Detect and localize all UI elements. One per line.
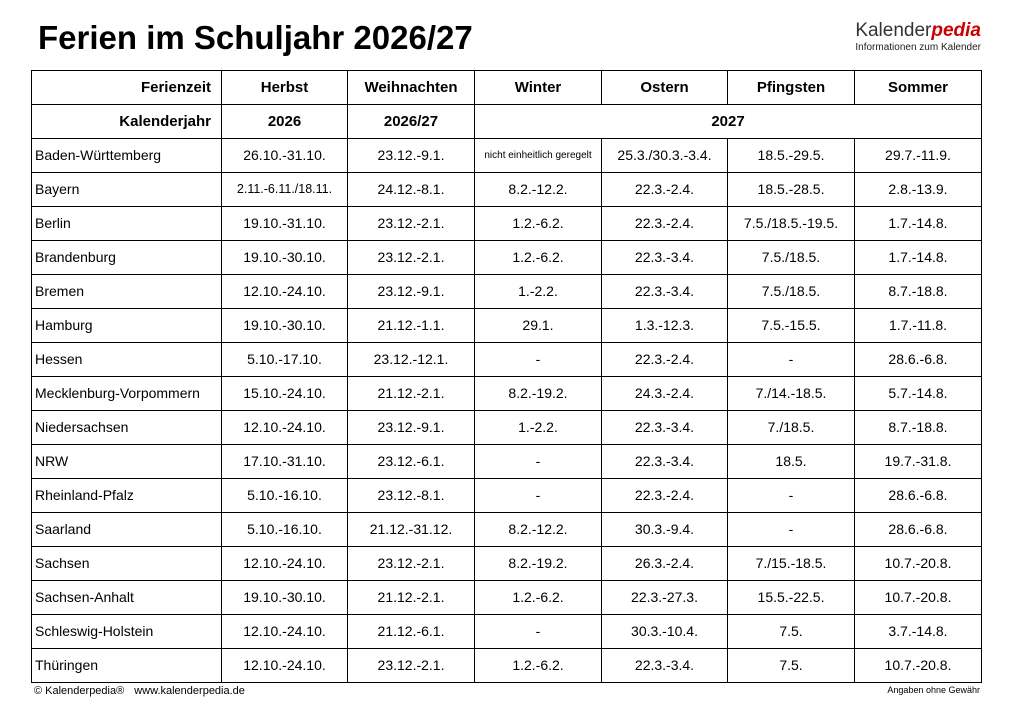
state-name: Schleswig-Holstein [32,615,222,649]
footer-url-link[interactable]: www.kalenderpedia.de [134,685,245,697]
cell-sommer: 19.7.-31.8. [855,445,982,479]
cell-winter: 8.2.-12.2. [475,173,602,207]
cell-pfingsten: 7.5./18.5.-19.5. [728,207,855,241]
cell-ostern: 30.3.-10.4. [602,615,728,649]
header-label-kalenderjahr: Kalenderjahr [32,105,222,139]
cell-sommer: 28.6.-6.8. [855,479,982,513]
cell-ostern: 22.3.-27.3. [602,581,728,615]
cell-herbst: 12.10.-24.10. [222,411,348,445]
table-row [32,343,982,377]
cell-herbst: 12.10.-24.10. [222,547,348,581]
cell-weihnachten: 24.12.-8.1. [348,173,475,207]
cell-pfingsten: 7.5./18.5. [728,275,855,309]
cell-winter: 8.2.-19.2. [475,377,602,411]
table-row [32,411,982,445]
cell-pfingsten: 7.5./18.5. [728,241,855,275]
state-name: Bayern [32,173,222,207]
table-row [32,445,982,479]
cell-ostern: 22.3.-3.4. [602,241,728,275]
year-header-2026-27: 2026/27 [348,105,475,139]
cell-sommer: 1.7.-14.8. [855,207,982,241]
table-row [32,377,982,411]
cell-winter: - [475,615,602,649]
cell-herbst: 17.10.-31.10. [222,445,348,479]
cell-winter: 8.2.-12.2. [475,513,602,547]
cell-herbst: 15.10.-24.10. [222,377,348,411]
cell-sommer: 1.7.-14.8. [855,241,982,275]
year-header-2027: 2027 [475,105,982,139]
cell-winter: 8.2.-19.2. [475,547,602,581]
cell-weihnachten: 23.12.-12.1. [348,343,475,377]
cell-winter: - [475,479,602,513]
table-row [32,139,982,173]
column-header-winter: Winter [475,71,602,105]
cell-sommer: 2.8.-13.9. [855,173,982,207]
cell-pfingsten: - [728,479,855,513]
cell-sommer: 29.7.-11.9. [855,139,982,173]
cell-herbst: 12.10.-24.10. [222,649,348,683]
table-row [32,615,982,649]
cell-weihnachten: 21.12.-1.1. [348,309,475,343]
table-row [32,173,982,207]
table-row [32,275,982,309]
cell-weihnachten: 23.12.-6.1. [348,445,475,479]
cell-winter: 1.2.-6.2. [475,207,602,241]
cell-ostern: 22.3.-2.4. [602,479,728,513]
state-name: Hessen [32,343,222,377]
cell-pfingsten: 15.5.-22.5. [728,581,855,615]
header-row-ferienzeit [32,71,982,105]
cell-pfingsten: 18.5.-29.5. [728,139,855,173]
state-name: Rheinland-Pfalz [32,479,222,513]
cell-sommer: 10.7.-20.8. [855,581,982,615]
cell-herbst: 5.10.-16.10. [222,513,348,547]
cell-weihnachten: 23.12.-9.1. [348,139,475,173]
cell-herbst: 19.10.-30.10. [222,581,348,615]
cell-ostern: 30.3.-9.4. [602,513,728,547]
cell-weihnachten: 23.12.-2.1. [348,547,475,581]
year-header-2026: 2026 [222,105,348,139]
cell-sommer: 8.7.-18.8. [855,275,982,309]
cell-ostern: 22.3.-3.4. [602,445,728,479]
cell-pfingsten: 7.5. [728,649,855,683]
cell-herbst: 12.10.-24.10. [222,275,348,309]
cell-winter: 1.-2.2. [475,411,602,445]
table-row [32,513,982,547]
cell-sommer: 28.6.-6.8. [855,343,982,377]
holiday-table [31,70,982,683]
cell-ostern: 22.3.-2.4. [602,173,728,207]
cell-weihnachten: 23.12.-8.1. [348,479,475,513]
kalenderpedia-logo[interactable] [836,20,981,54]
cell-pfingsten: 18.5.-28.5. [728,173,855,207]
cell-winter: 29.1. [475,309,602,343]
cell-ostern: 1.3.-12.3. [602,309,728,343]
cell-weihnachten: 23.12.-2.1. [348,649,475,683]
cell-pfingsten: 7./18.5. [728,411,855,445]
table-row [32,581,982,615]
state-name: Thüringen [32,649,222,683]
cell-pfingsten: 7.5. [728,615,855,649]
cell-weihnachten: 21.12.-6.1. [348,615,475,649]
table-row [32,479,982,513]
state-name: Baden-Württemberg [32,139,222,173]
state-name: Brandenburg [32,241,222,275]
cell-weihnachten: 21.12.-2.1. [348,377,475,411]
state-name: Hamburg [32,309,222,343]
cell-winter: 1.2.-6.2. [475,581,602,615]
logo-part-1: Kalender [855,20,932,41]
state-name: Niedersachsen [32,411,222,445]
cell-herbst: 5.10.-17.10. [222,343,348,377]
cell-pfingsten: 7.5.-15.5. [728,309,855,343]
cell-weihnachten: 21.12.-31.12. [348,513,475,547]
cell-weihnachten: 23.12.-9.1. [348,275,475,309]
cell-sommer: 1.7.-11.8. [855,309,982,343]
cell-weihnachten: 23.12.-2.1. [348,241,475,275]
cell-pfingsten: 7./15.-18.5. [728,547,855,581]
cell-ostern: 22.3.-3.4. [602,649,728,683]
table-row [32,309,982,343]
footer-credits [34,684,245,698]
cell-ostern: 22.3.-3.4. [602,411,728,445]
cell-weihnachten: 23.12.-2.1. [348,207,475,241]
cell-ostern: 24.3.-2.4. [602,377,728,411]
cell-herbst: 19.10.-31.10. [222,207,348,241]
column-header-ostern: Ostern [602,71,728,105]
cell-winter: 1.2.-6.2. [475,241,602,275]
cell-sommer: 8.7.-18.8. [855,411,982,445]
cell-sommer: 3.7.-14.8. [855,615,982,649]
cell-winter: nicht einheitlich geregelt [475,139,602,173]
logo-part-2: pedia [931,20,981,41]
table-row [32,649,982,683]
cell-pfingsten: - [728,343,855,377]
state-name: Mecklenburg-Vorpommern [32,377,222,411]
state-name: Bremen [32,275,222,309]
cell-winter: - [475,343,602,377]
cell-weihnachten: 21.12.-2.1. [348,581,475,615]
logo-subtitle: Informationen zum Kalender [855,42,981,53]
header-label-ferienzeit: Ferienzeit [32,71,222,105]
holiday-table-body [32,71,982,683]
cell-winter: - [475,445,602,479]
cell-herbst: 26.10.-31.10. [222,139,348,173]
table-row [32,241,982,275]
cell-herbst: 12.10.-24.10. [222,615,348,649]
column-header-sommer: Sommer [855,71,982,105]
cell-herbst: 19.10.-30.10. [222,241,348,275]
cell-pfingsten: 18.5. [728,445,855,479]
cell-ostern: 22.3.-2.4. [602,207,728,241]
footer-disclaimer: Angaben ohne Gewähr [887,685,980,695]
footer-copyright: © Kalenderpedia® [34,685,125,697]
cell-sommer: 10.7.-20.8. [855,649,982,683]
table-row [32,207,982,241]
state-name: Saarland [32,513,222,547]
column-header-pfingsten: Pfingsten [728,71,855,105]
cell-sommer: 5.7.-14.8. [855,377,982,411]
cell-sommer: 10.7.-20.8. [855,547,982,581]
cell-ostern: 22.3.-2.4. [602,343,728,377]
cell-weihnachten: 23.12.-9.1. [348,411,475,445]
cell-herbst: 5.10.-16.10. [222,479,348,513]
logo-wordmark [836,20,981,42]
cell-pfingsten: - [728,513,855,547]
page-title: Ferien im Schuljahr 2026/27 [38,19,473,56]
state-name: NRW [32,445,222,479]
cell-herbst: 2.11.-6.11./18.11. [222,173,348,207]
cell-ostern: 25.3./30.3.-3.4. [602,139,728,173]
column-header-weihnachten: Weihnachten [348,71,475,105]
cell-herbst: 19.10.-30.10. [222,309,348,343]
state-name: Sachsen-Anhalt [32,581,222,615]
state-name: Berlin [32,207,222,241]
header-row-kalenderjahr [32,105,982,139]
state-name: Sachsen [32,547,222,581]
table-row [32,547,982,581]
cell-ostern: 26.3.-2.4. [602,547,728,581]
cell-pfingsten: 7./14.-18.5. [728,377,855,411]
column-header-herbst: Herbst [222,71,348,105]
cell-winter: 1.-2.2. [475,275,602,309]
cell-sommer: 28.6.-6.8. [855,513,982,547]
cell-ostern: 22.3.-3.4. [602,275,728,309]
cell-winter: 1.2.-6.2. [475,649,602,683]
